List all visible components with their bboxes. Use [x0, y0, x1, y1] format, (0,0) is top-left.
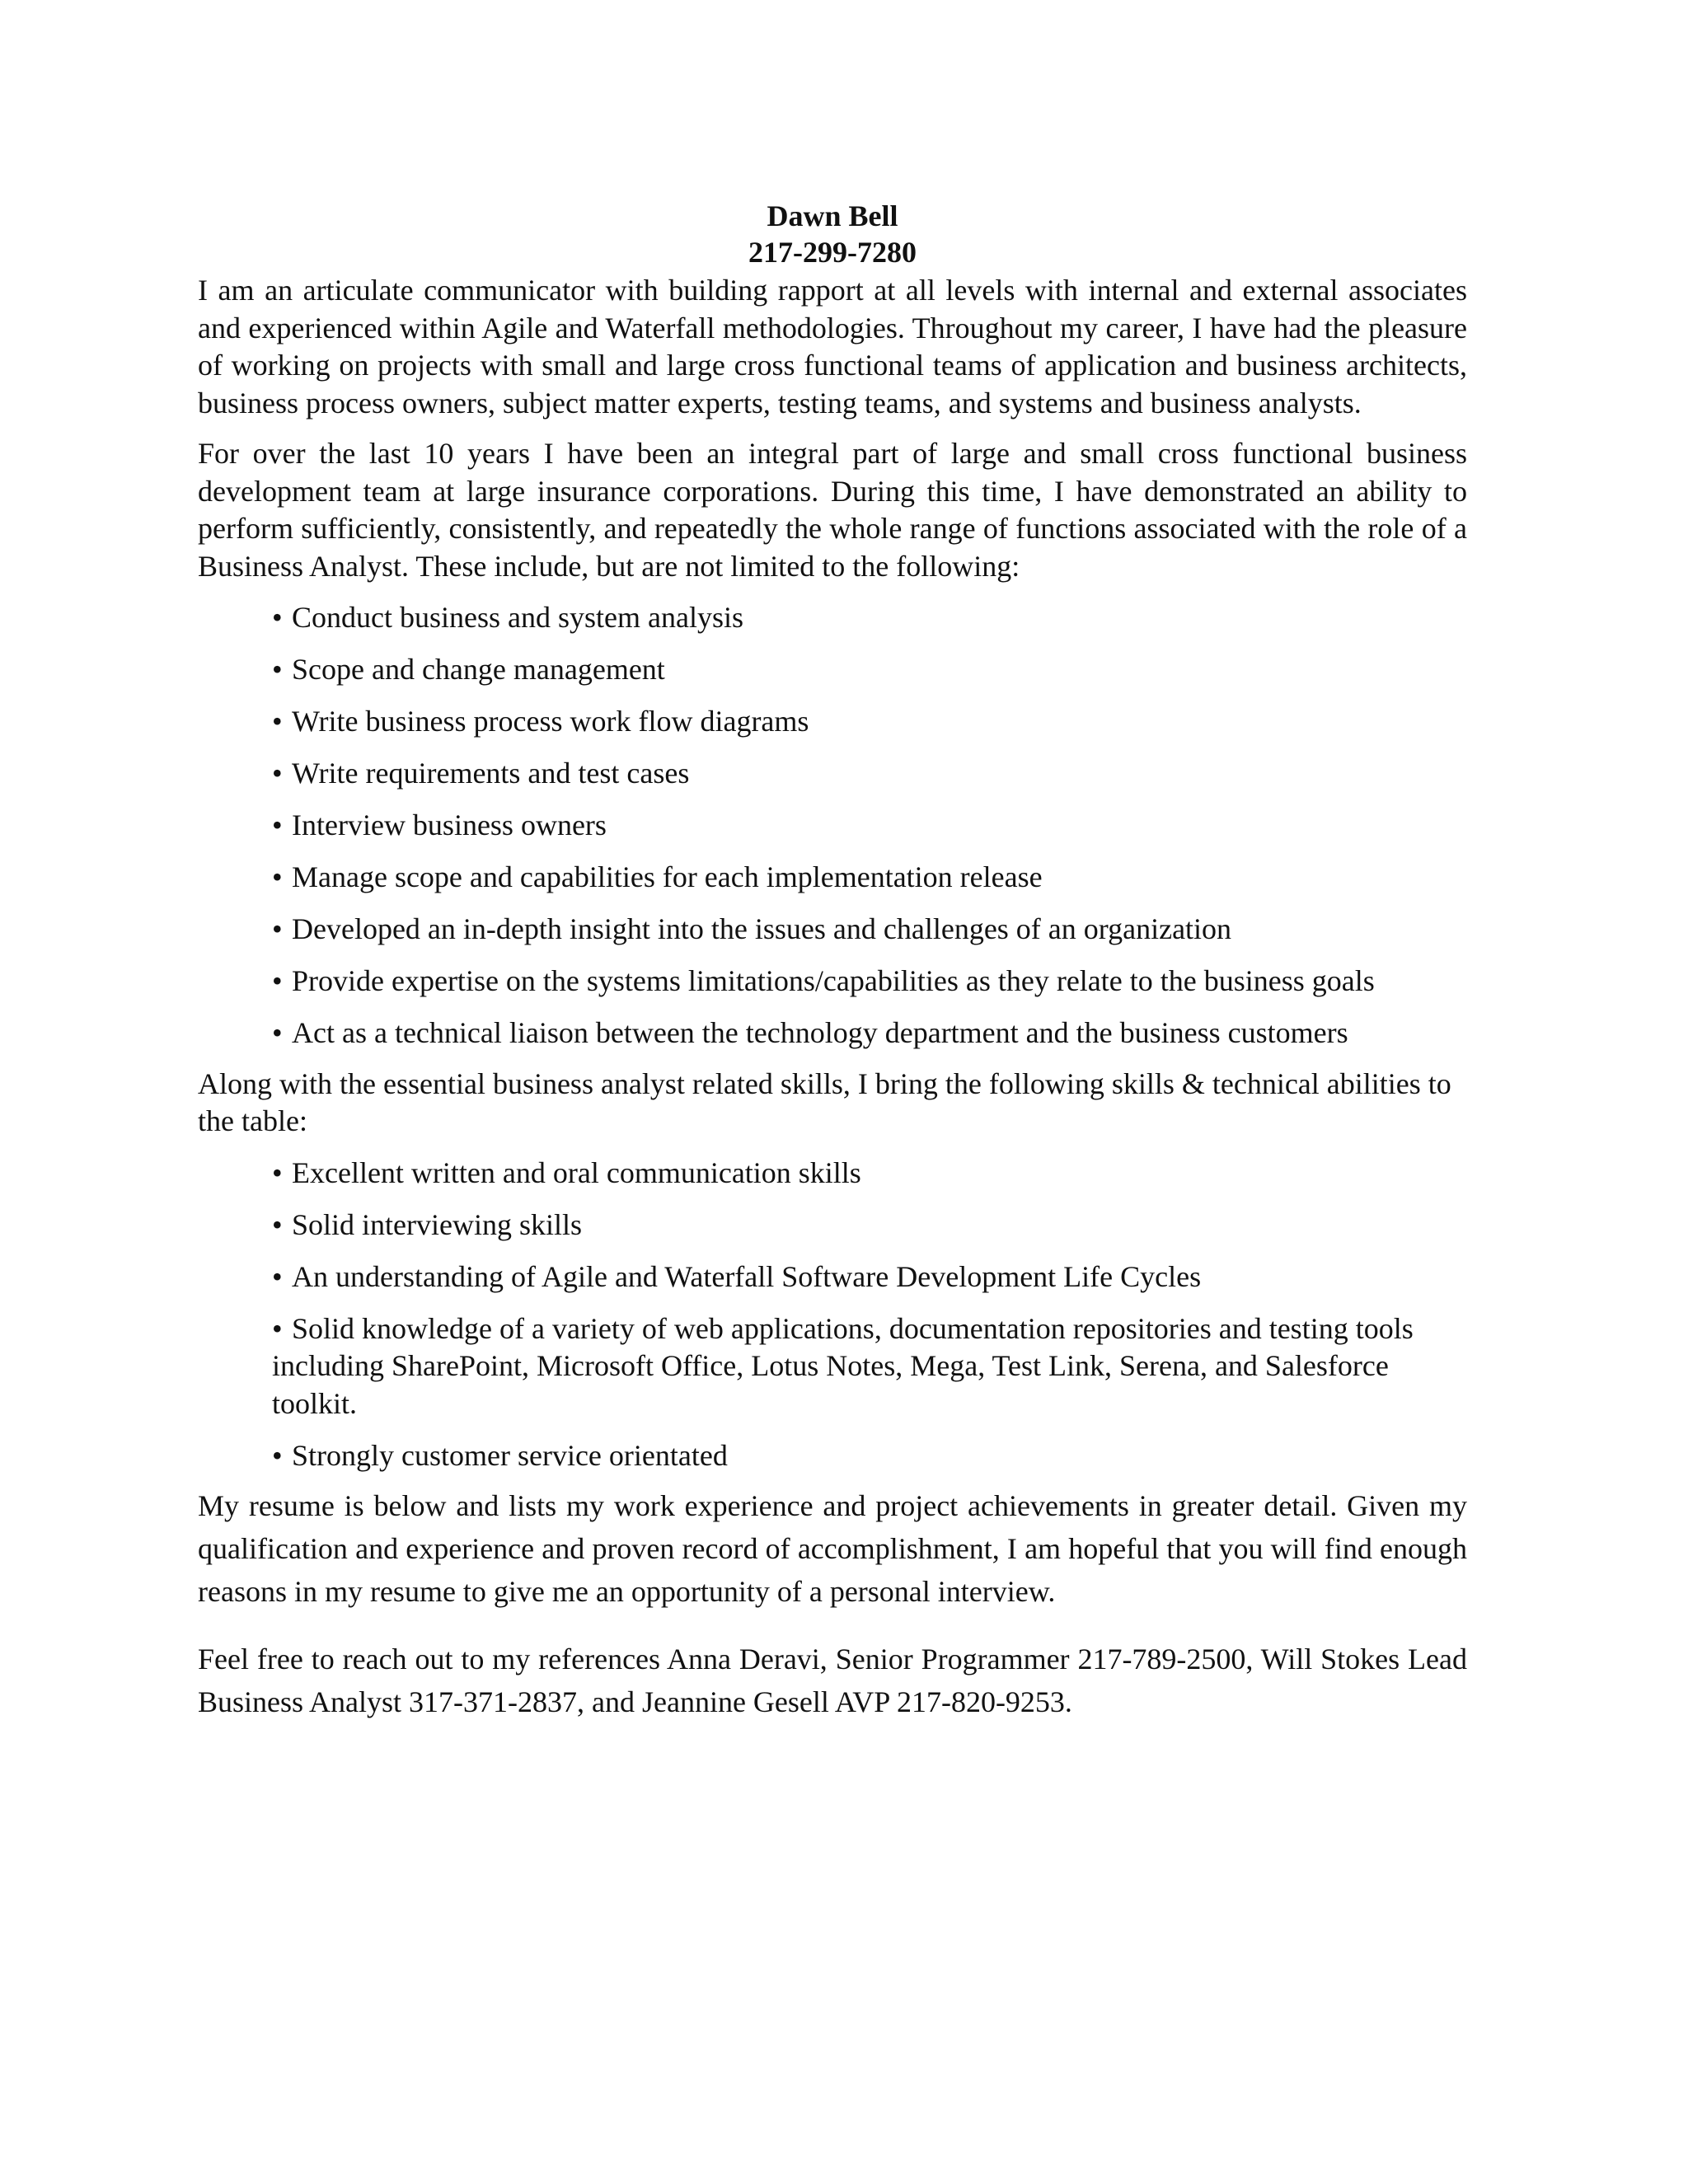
document-page — [198, 198, 1467, 1723]
bullet-icon: • — [272, 1259, 283, 1293]
header — [198, 198, 1467, 270]
list-item: • Solid interviewing skills — [272, 1207, 1467, 1244]
experience-paragraph: For over the last 10 years I have been an integral part of large and small cross functional business development team at large insurance corporations. During this time, I have demonstrated an ability to perform sufficiently, consistently, and repeatedly the whole range of functions associated with the role of a Business Analyst. These include, but are not limited to the following: — [198, 437, 1467, 583]
bullet-icon: • — [272, 964, 283, 997]
bullet-icon: • — [272, 912, 283, 945]
bullet-icon: • — [272, 705, 283, 738]
list-item: • Manage scope and capabilities for each implementation release — [272, 859, 1467, 897]
bullet-icon: • — [272, 1438, 283, 1472]
skills-list — [198, 1155, 1467, 1475]
list-item: • An understanding of Agile and Waterfall Software Development Life Cycles — [272, 1258, 1467, 1296]
bullet-icon: • — [272, 757, 283, 790]
list-item: • Provide expertise on the systems limitations/capabilities as they relate to the business goals — [272, 963, 1467, 1001]
list-item: • Interview business owners — [272, 807, 1467, 845]
bullet-icon: • — [272, 601, 283, 634]
applicant-name: Dawn Bell — [767, 199, 898, 232]
bullet-icon: • — [272, 653, 283, 686]
list-item: • Scope and change management — [272, 651, 1467, 689]
list-item: • Excellent written and oral communication skills — [272, 1155, 1467, 1193]
intro-paragraph: I am an articulate communicator with building rapport at all levels with internal and external associates and experienced within Agile and Waterfall methodologies. Throughout my career, I have had the pleasure of working on projects with small and large cross functional teams of application and business architects, business process owners, subject matter experts, testing teams, and systems and business analysts. — [198, 274, 1467, 419]
list-item: • Strongly customer service orientated — [272, 1437, 1467, 1475]
bullet-icon: • — [272, 1311, 283, 1345]
functions-list — [198, 599, 1467, 1052]
list-item: • Write requirements and test cases — [272, 755, 1467, 793]
list-item: • Developed an in-depth insight into the issues and challenges of an organization — [272, 911, 1467, 949]
list-item: • Write business process work flow diagrams — [272, 703, 1467, 741]
bullet-icon: • — [272, 808, 283, 841]
bullet-icon: • — [272, 1155, 283, 1189]
list-item: • Conduct business and system analysis — [272, 599, 1467, 637]
bullet-icon: • — [272, 860, 283, 893]
bullet-icon: • — [272, 1207, 283, 1241]
skills-intro-paragraph: Along with the essential business analyst related skills, I bring the following skills & technical abilities to the table: — [198, 1066, 1451, 1137]
closing-paragraph: My resume is below and lists my work experience and project achievements in greater detail. Given my qualification and experience and proven record of accomplishment, I am hopeful that you will find enough reasons in my resume to give me an opportunity of a personal interview. — [198, 1489, 1467, 1608]
list-item: • Act as a technical liaison between the technology department and the business customers — [272, 1015, 1467, 1052]
list-item: • Solid knowledge of a variety of web applications, documentation repositories and testing tools including SharePoint, Microsoft Office, Lotus Notes, Mega, Test Link, Serena, and Salesforce toolkit. — [272, 1311, 1414, 1420]
references-paragraph: Feel free to reach out to my references Anna Deravi, Senior Programmer 217-789-2500, Will Stokes Lead Business Analyst 317-371-2837, and Jeannine Gesell AVP 217-820-9253. — [198, 1643, 1467, 1718]
bullet-icon: • — [272, 1016, 283, 1049]
applicant-phone: 217-299-7280 — [748, 236, 917, 269]
